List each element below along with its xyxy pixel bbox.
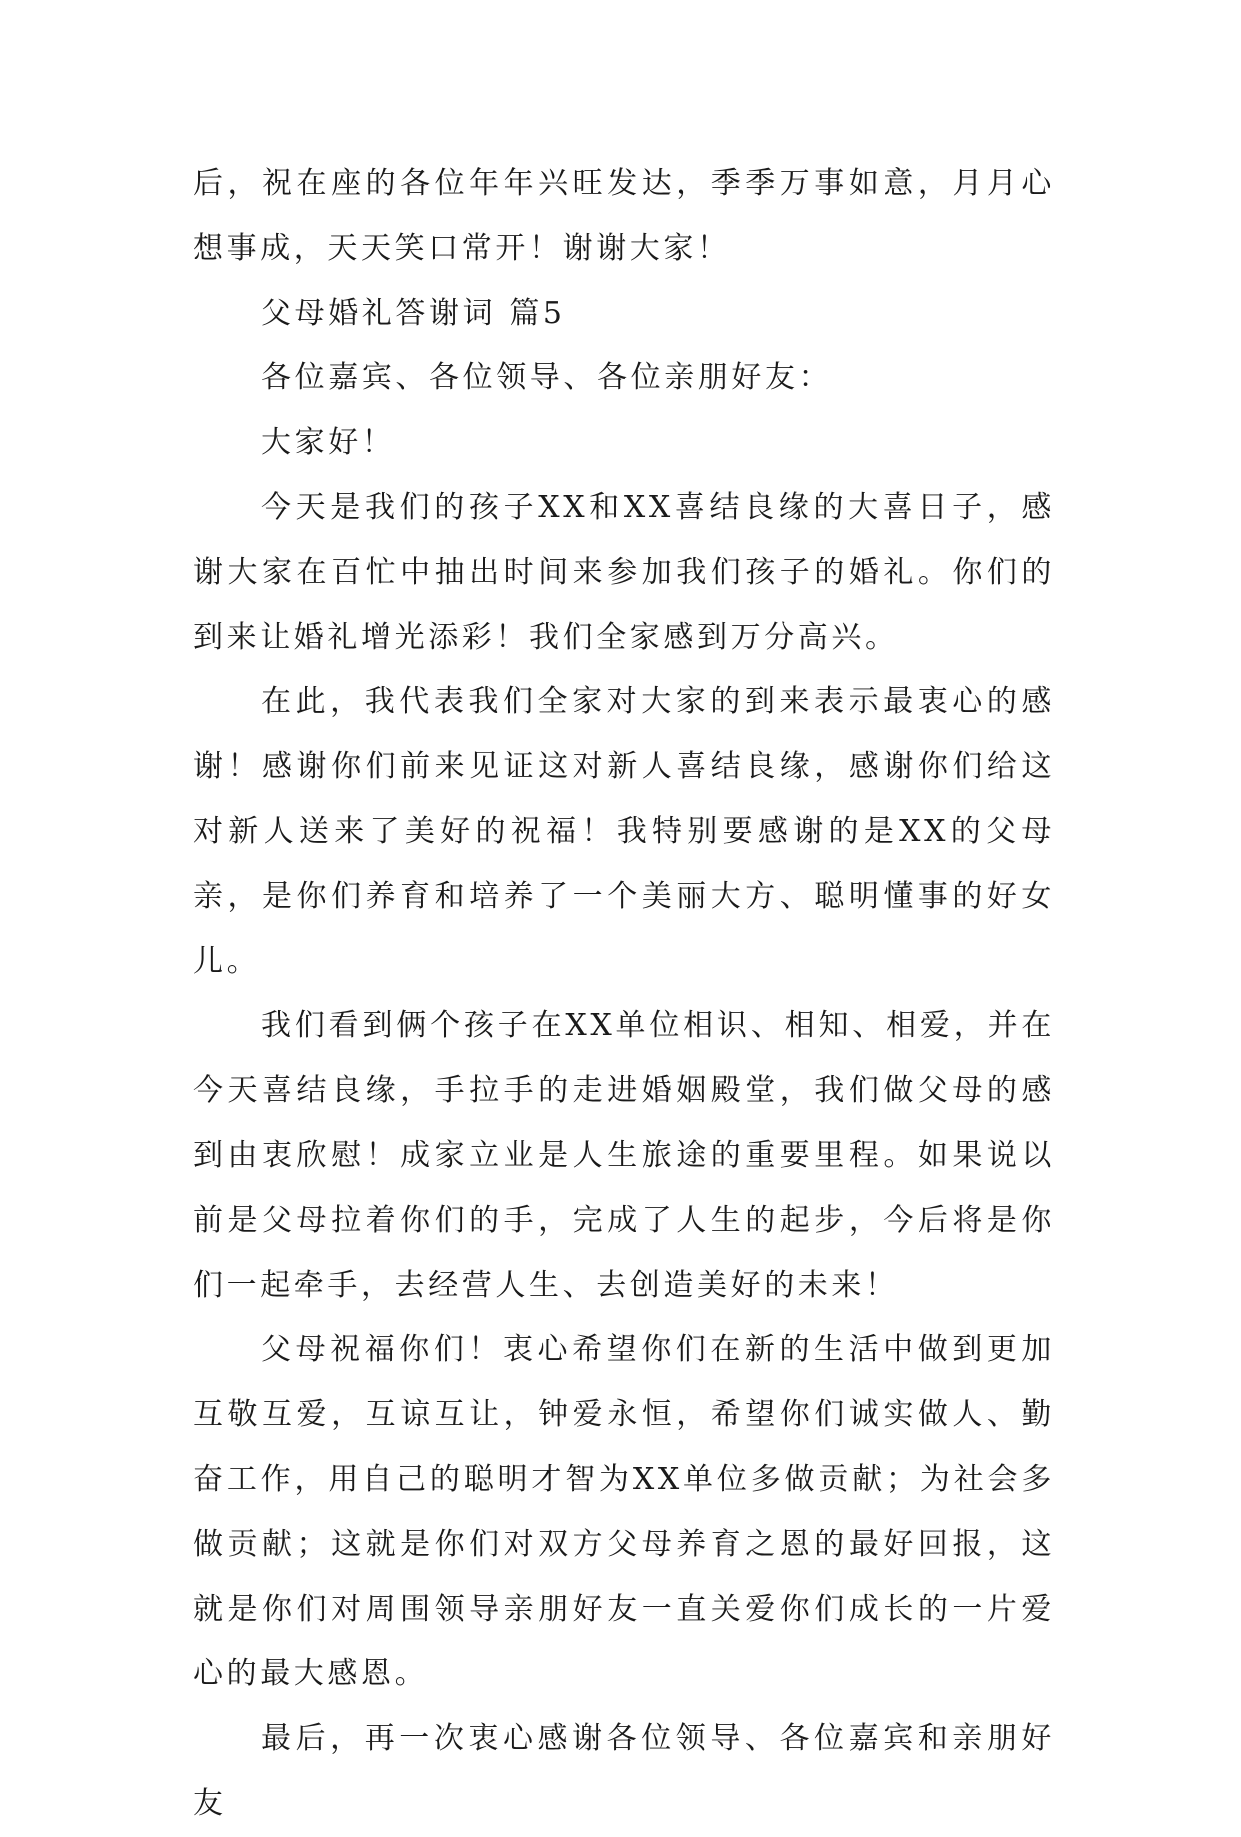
greeting: 大家好！ bbox=[261, 425, 396, 461]
paragraph-gratitude: 在此，我代表我们全家对大家的到来表示最衷心的感谢！感谢你们前来见证这对新人喜结良缘，感谢你们给这对新人送来了美好的祝福！我特别要感谢的是XX的父母亲，是你们养育和培养了一个美丽大方、聪明懂事的好女儿。 bbox=[193, 684, 1055, 979]
document-body bbox=[193, 152, 1055, 1837]
section-title: 父母婚礼答谢词 篇5 bbox=[261, 295, 566, 331]
paragraph-final: 最后，再一次衷心感谢各位领导、各位嘉宾和亲朋好友 bbox=[193, 1721, 1055, 1821]
paragraph-thanks: 今天是我们的孩子XX和XX喜结良缘的大喜日子，感谢大家在百忙中抽出时间来参加我们孩子的婚礼。你们的到来让婚礼增光添彩！我们全家感到万分高兴。 bbox=[193, 489, 1055, 655]
paragraph-closing-wishes: 后，祝在座的各位年年兴旺发达，季季万事如意，月月心想事成，天天笑口常开！谢谢大家！ bbox=[193, 166, 1055, 266]
salutation: 各位嘉宾、各位领导、各位亲朋好友： bbox=[261, 360, 833, 396]
paragraph-blessing: 我们看到俩个孩子在XX单位相识、相知、相爱，并在今天喜结良缘，手拉手的走进婚姻殿堂，我们做父母的感到由衷欣慰！成家立业是人生旅途的重要里程。如果说以前是父母拉着你们的手，完成了人生的起步，今后将是你们一起牵手，去经营人生、去创造美好的未来！ bbox=[193, 1008, 1055, 1303]
paragraph-wishes: 父母祝福你们！衷心希望你们在新的生活中做到更加互敬互爱，互谅互让，钟爱永恒，希望你们诚实做人、勤奋工作，用自己的聪明才智为XX单位多做贡献；为社会多做贡献；这就是你们对双方父母养育之恩的最好回报，这就是你们对周围领导亲朋好友一直关爱你们成长的一片爱心的最大感恩。 bbox=[193, 1332, 1055, 1692]
